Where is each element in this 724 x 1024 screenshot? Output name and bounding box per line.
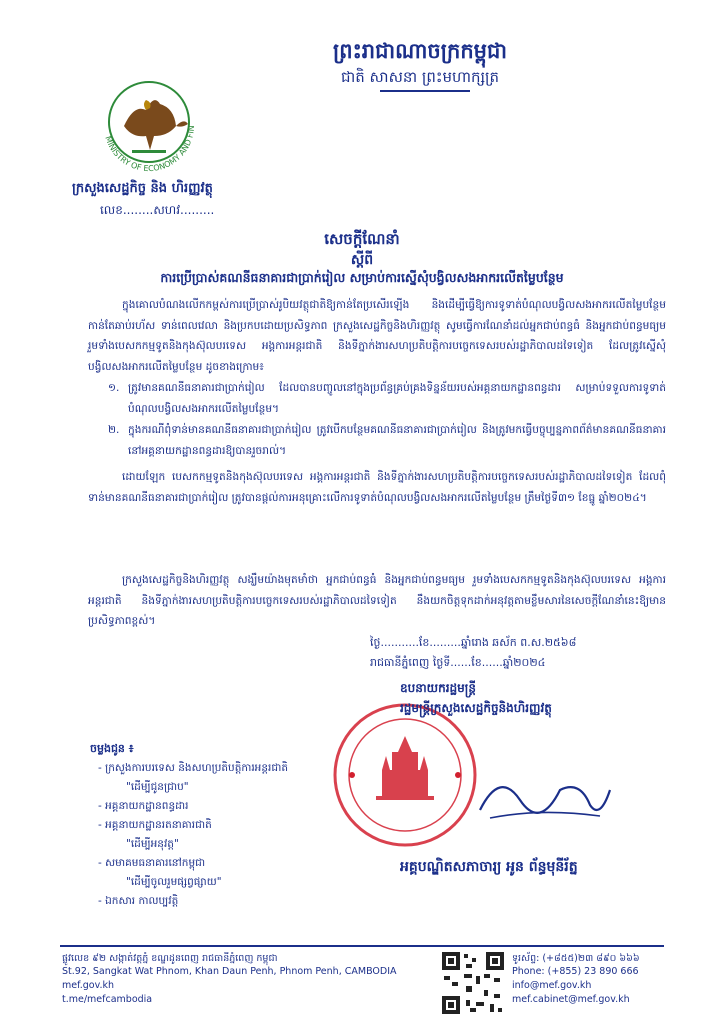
footer-website: mef.gov.kh [62,980,115,991]
national-motto: ជាតិ សាសនា ព្រះមហាក្សត្រ [340,68,500,86]
signer-name: អគ្គបណ្ឌិតសភាចារ្យ អូន ព័ន្ធមុនីរ័ត្ន [400,859,578,875]
body-paragraph-3: ក្រសួងសេដ្ឋកិច្ចនិងហិរញ្ញវត្ថុ សង្ឃឹមយ៉ាងមុតមាំថា អ្នកជាប់ពន្ធធំ និងអ្នកជាប់ពន្ធមធ្យម រួមទាំងបេសកកម្មទូតនិងកុងស៊ុលបរទេស អង្គការអន្តរជាតិ និងទីភ្នាក់ងារសហប្រតិបត្តិការបច្ចេកទេសរបស់រដ្ឋាភិបាលដទៃទៀត នឹងយកចិត្តទុកដាក់អនុវត្តតាមខ្លឹមសារនៃសេចក្តីណែនាំនេះឱ្យមានប្រសិទ្ធភាពខ្ពស់។ [88,574,666,627]
list-item-2 [108,420,666,461]
cc-item-note: "ដើម្បីចូលរួមផ្សព្វផ្សាយ" [126,876,222,888]
list-item-1-text: ត្រូវមានគណនីធនាគារជាប្រាក់រៀល ដែលបានបញ្ចូលនៅក្នុងប្រព័ន្ធគ្រប់គ្រងទិន្នន័យរបស់អគ្គនាយកដ្ឋានពន្ធដារ សម្រាប់ទទួលការទូទាត់បំណុលបង្វិលសងអាករលើតម្លៃបន្ថែម។ [128,382,666,415]
official-seal [330,700,480,850]
footer-phone-en: Phone: (+855) 23 890 666 [512,966,639,977]
kingdom-heading: ព្រះរាជាណាចក្រកម្ពុជា [332,39,507,63]
cc-item: - អគ្គនាយកដ្ឋានពន្ធដារ [98,800,189,812]
cc-item: - ឯកសារ កាលប្បវត្តិ [98,895,179,907]
cc-item: - សមាគមធនាគារនៅកម្ពុជា [98,857,206,869]
cc-item-note: "ដើម្បីជូនជ្រាប" [126,781,189,793]
list-item-2-number: ២. [108,424,120,436]
cc-item: - អគ្គនាយកដ្ឋានរតនាគារជាតិ [98,819,212,831]
signatory-title-minister: រដ្ឋមន្ត្រីក្រសួងសេដ្ឋកិច្ចនិងហិរញ្ញវត្ថុ [400,701,552,715]
body-paragraph-2: ដោយឡែក បេសកកម្មទូតនិងកុងស៊ុលបរទេស អង្គការអន្តរជាតិ និងទីភ្នាក់ងារសហប្រតិបត្តិការបច្ចេកទេសរបស់រដ្ឋាភិបាលដទៃទៀត ដែលពុំទាន់មានគណនីធនាគារជាប្រាក់រៀល ត្រូវបានផ្តល់ការអនុគ្រោះលើការទូទាត់បំណុលបង្វិលសងអាករលើតម្លៃបន្ថែម ត្រឹមថ្ងៃទី៣១ ខែធ្នូ ឆ្នាំ២០២៤។ [88,471,666,504]
cc-item: - ក្រសួងការបរទេស និងសហប្រតិបត្តិការអន្តរជាតិ [98,762,289,774]
signatory-title-deputy-pm: ឧបនាយករដ្ឋមន្ត្រី [400,681,476,695]
footer-email-info: info@mef.gov.kh [512,980,592,991]
list-item-1 [108,378,666,419]
footer-email-cabinet: mef.cabinet@mef.gov.kh [512,994,630,1005]
solar-date: រាជធានីភ្នំពេញ ថ្ងៃទី......ខែ......ឆ្នាំ២០២៤ [370,656,546,669]
document-title: សេចក្តីណែនាំ [324,230,400,248]
footer-address-kh: ផ្លូវលេខ ៩២ សង្កាត់វត្តភ្នំ ខណ្ឌដូនពេញ រាជធានីភ្នំពេញ កម្ពុជា [62,953,278,964]
footer-divider [60,945,664,947]
lunar-date: ថ្ងៃ...........ខែ.........ឆ្នាំរោង ឆស័ក ព.ស.២៥៦៨ [370,636,577,649]
footer-phone-kh: ទូរស័ព្ទ: (+៨៥៥)២៣ ៨៩០ ៦៦៦ [512,953,640,964]
ministry-logo [84,64,214,176]
body-paragraph-1: ក្នុងគោលបំណងលើកកម្ពស់ការប្រើប្រាស់រូបិយវត្ថុជាតិឱ្យកាន់តែប្រសើរឡើង និងដើម្បីធ្វើឱ្យការទូទាត់បំណុលបង្វិលសងអាករលើតម្លៃបន្ថែមកាន់តែឆាប់រហ័ស ទាន់ពេលវេលា និងប្រកបដោយប្រសិទ្ធភាព ក្រសួងសេដ្ឋកិច្ចនិងហិរញ្ញវត្ថុ សូមធ្វើការណែនាំដល់អ្នកជាប់ពន្ធធំ និងអ្នកជាប់ពន្ធមធ្យម រួមទាំងបេសកកម្មទូតនិងកុងស៊ុលបរទេស អង្គការអន្តរជាតិ និងទីភ្នាក់ងារសហប្រតិបត្តិការបច្ចេកទេសរបស់រដ្ឋាភិបាលដទៃទៀត ដែលត្រូវស្នើសុំបង្វិលសងអាករលើតម្លៃបន្ថែម ដូចខាងក្រោម៖ [88,299,666,373]
document-subject: ការប្រើប្រាស់គណនីធនាគារជាប្រាក់រៀល សម្រាប់ការស្នើសុំបង្វិលសងអាករលើតម្លៃបន្ថែម [160,270,564,285]
logo-text: MINISTRY OF ECONOMY AND FIN [103,125,197,174]
reference-number: លេខ........សហវ......... [100,203,215,217]
list-item-2-text: ក្នុងករណីពុំទាន់មានគណនីធនាគារជាប្រាក់រៀល ត្រូវបើកបន្ថែមគណនីធនាគារជាប្រាក់រៀល និងត្រូវមកធ្វើបច្ចុប្បន្នភាពព័ត៌មានគណនីធនាគារ នៅអគ្គនាយកដ្ឋានពន្ធដារឱ្យបានរួចរាល់។ [128,424,666,457]
qr-code [440,950,506,1016]
list-item-1-number: ១. [108,382,120,394]
cc-heading: ចម្លងជូន ៖ [90,742,134,755]
ministry-name: ក្រសួងសេដ្ឋកិច្ច និង ហិរញ្ញវត្ថុ [72,181,213,196]
footer-address-en: St.92, Sangkat Wat Phnom, Khan Daun Penh, Phnom Penh, CAMBODIA [62,966,397,977]
document-subtitle-about: ស្តីពី [350,252,374,268]
footer-telegram: t.me/mefcambodia [62,994,153,1005]
cc-item-note: "ដើម្បីអនុវត្ត" [126,838,179,850]
motto-divider [380,90,470,92]
handwritten-signature [470,760,620,834]
